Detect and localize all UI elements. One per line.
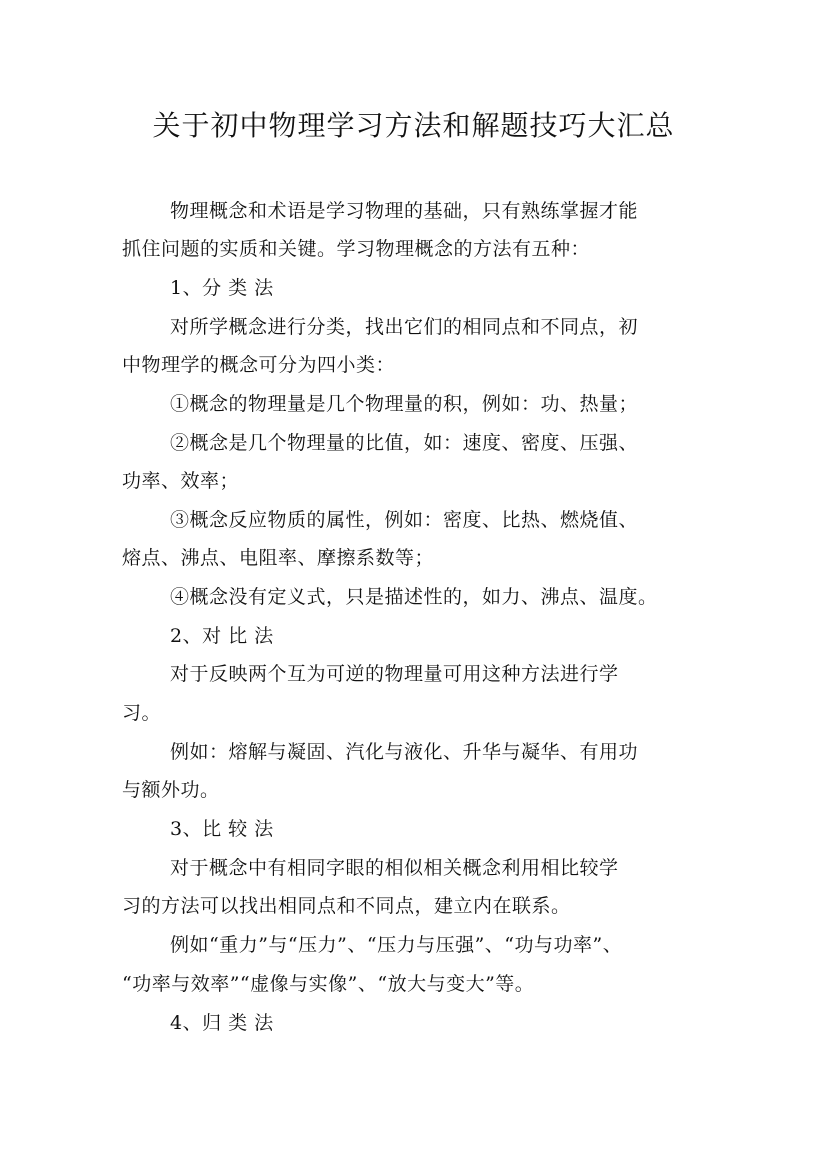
document-title: 关于初中物理学习方法和解题技巧大汇总	[152, 109, 675, 142]
paragraph-line: “功率与效率”“虚像与实像”、“放大与变大”等。	[122, 973, 535, 995]
paragraph-line: 中物理学的概念可分为四小类：	[122, 354, 396, 376]
paragraph-line: 对于概念中有相同字眼的相似相关概念利用相比较学	[170, 857, 619, 879]
section-heading-classification: 1、分 类 法	[170, 277, 274, 299]
paragraph-line: 抓住问题的实质和关键。学习物理概念的方法有五种：	[122, 238, 591, 260]
paragraph-line: 与额外功。	[122, 779, 220, 801]
section-heading-contrast: 2、对 比 法	[170, 625, 274, 647]
paragraph-line: 习。	[122, 702, 162, 724]
paragraph-line: 对于反映两个互为可逆的物理量可用这种方法进行学	[170, 663, 619, 685]
paragraph-line: 例如：熔解与凝固、汽化与液化、升华与凝华、有用功	[170, 741, 639, 763]
list-item-3: ③概念反应物质的属性，例如：密度、比热、燃烧值、	[170, 509, 639, 531]
list-item-1: ①概念的物理量是几个物理量的积，例如：功、热量；	[170, 393, 639, 415]
paragraph-line: 熔点、沸点、电阻率、摩擦系数等；	[122, 547, 435, 569]
paragraph-line: 功率、效率；	[122, 470, 240, 492]
section-heading-categorization: 4、归 类 法	[170, 1012, 274, 1034]
paragraph-line: 例如“重力”与“压力”、“压力与压强”、“功与功率”、	[170, 934, 623, 956]
paragraph-line: 对所学概念进行分类，找出它们的相同点和不同点，初	[170, 316, 639, 338]
paragraph-line: 物理概念和术语是学习物理的基础，只有熟练掌握才能	[170, 200, 639, 222]
paragraph-line: 习的方法可以找出相同点和不同点，建立内在联系。	[122, 895, 571, 917]
section-heading-comparison: 3、比 较 法	[170, 818, 274, 840]
list-item-2: ②概念是几个物理量的比值，如：速度、密度、压强、	[170, 432, 639, 454]
list-item-4: ④概念没有定义式，只是描述性的，如力、沸点、温度。	[170, 586, 658, 608]
